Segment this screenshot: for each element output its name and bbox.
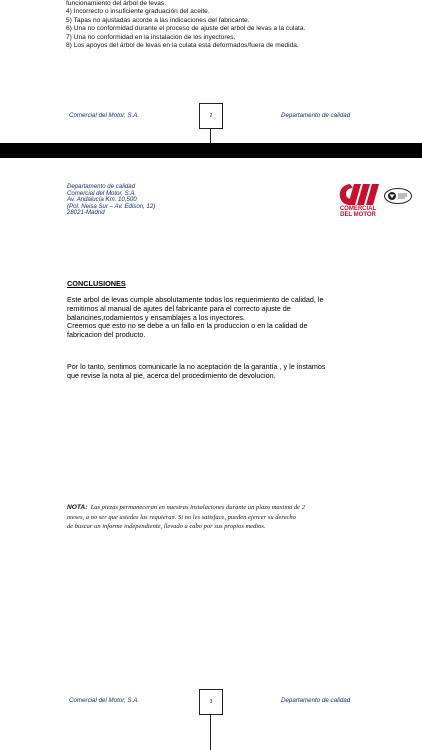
footer-department: Departamento de calidad [281,697,351,704]
list-item: funcionamiento del árbol de levas. [66,0,167,7]
footnote: NOTA: Las piezas permaneceran en nuestras instalaciones durante un plazo maximo de 2 meses, a no ser que ustedes las requieran. Si no les satisface, pueden ejercer su derecho de buscar un informe independiente, llevado a cabo por sus propios medios. [67,504,305,531]
page-number: 2 [209,113,213,119]
defect-cause-list [66,0,305,50]
footer-department: Departamento de calidad [281,112,351,119]
address-line: Av. Andalucía Km. 10,500 [67,196,137,204]
list-item: 7) Una no conformidad en la instalación de los inyectores. [66,33,236,41]
list-item: 4) Incorrecto o insuficiente graduación del aceite. [66,8,210,16]
sender-address [67,184,155,217]
logo-text: COMERCIAL DEL MOTOR [339,206,377,219]
address-line: (Pol. Neisa Sur – Av. Edison, 12) [67,202,156,210]
list-item: 5) Tapas no ajustadas acorde a las indicaciones del fabricante. [66,16,250,24]
document-page-3 [0,158,422,750]
footer-divider-line [210,714,211,750]
page-number: 3 [209,699,213,705]
address-line: 28021-Madrid [67,209,105,217]
address-line: Departamento de calidad [67,183,136,190]
page-number-box [199,103,223,129]
warranty-rejection-paragraph: Por lo tanto, sentimos comunicarle la no aceptación de la garantía , y le instamos que revise la nota al pie, acerca del procedimiento de devolucion. [67,362,326,380]
certification-seal-icon [383,187,413,205]
list-item: 6) Una no conformidad durante el proceso de ajuste del arbol de levas a la culata. [66,25,306,33]
address-line: Comercial del Motor, S.A. [67,189,137,197]
conclusions-paragraph: Este arbol de levas cumple absolutamente todos los requerimiento de calidad, le remitimos al manual de ajutes del fabricante para el correcto ajuste de balancines,rodamientos y ensamblajes a los inyectores. Creemos que esto no se debe a un fallo en la produccion o en la calidad de fabricacion del producto. [67,295,324,340]
list-item: 8) Los apoyos del árbol de levas en la culata esta deformados/fuera de medida. [66,42,299,50]
footnote-label: NOTA: [67,504,88,511]
footer-company: Comercial del Motor, S.A. [69,697,140,704]
footer-company: Comercial del Motor, S.A. [69,112,140,119]
footer-divider-line [210,128,211,143]
document-page-2 [0,0,422,143]
page-number-box [199,689,223,715]
conclusions-heading: CONCLUSIONES [67,279,126,288]
